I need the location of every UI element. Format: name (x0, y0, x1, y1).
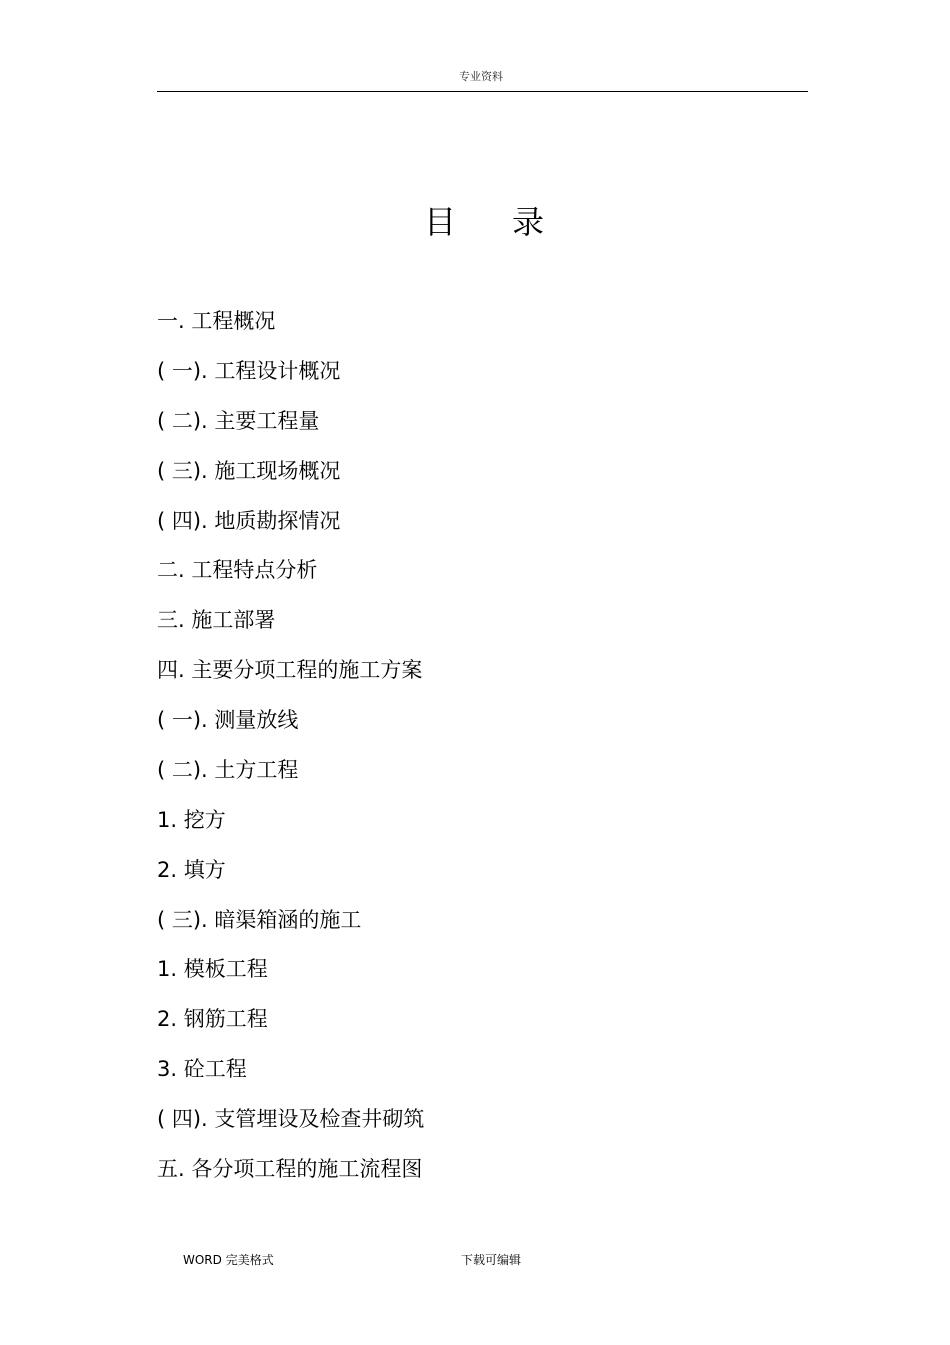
toc-item: ( 三). 暗渠箱涵的施工 (157, 907, 362, 932)
page-header: 专业资料 (459, 70, 503, 83)
toc-item: 四. 主要分项工程的施工方案 (157, 658, 423, 683)
toc-item: 五. 各分项工程的施工流程图 (157, 1156, 423, 1181)
toc-item: ( 一). 工程设计概况 (157, 358, 341, 383)
toc-item: ( 二). 土方工程 (157, 757, 299, 782)
toc-item: 二. 工程特点分析 (157, 558, 318, 583)
toc-item: 1. 挖方 (157, 807, 226, 832)
toc-item: 一. 工程概况 (157, 309, 276, 333)
toc-item: 1. 模板工程 (157, 957, 268, 982)
toc-item: ( 四). 支管埋设及检查井砌筑 (157, 1107, 425, 1131)
toc-item: ( 四). 地质勘探情况 (157, 508, 341, 533)
footer-edit-note: 下载可编辑 (461, 1253, 522, 1267)
toc-item: 2. 填方 (157, 857, 226, 882)
toc-item: ( 一). 测量放线 (157, 708, 299, 732)
toc-item: ( 三). 施工现场概况 (157, 458, 341, 483)
toc-list (157, 304, 424, 1202)
toc-title: 目录 (424, 203, 601, 241)
toc-item: 2. 钢筋工程 (157, 1007, 268, 1032)
toc-item: 三. 施工部署 (157, 608, 276, 633)
toc-item: 3. 砼工程 (157, 1057, 247, 1082)
toc-item: ( 二). 主要工程量 (157, 408, 320, 433)
header-divider (157, 91, 808, 92)
footer-format-note: WORD 完美格式 (183, 1253, 274, 1267)
